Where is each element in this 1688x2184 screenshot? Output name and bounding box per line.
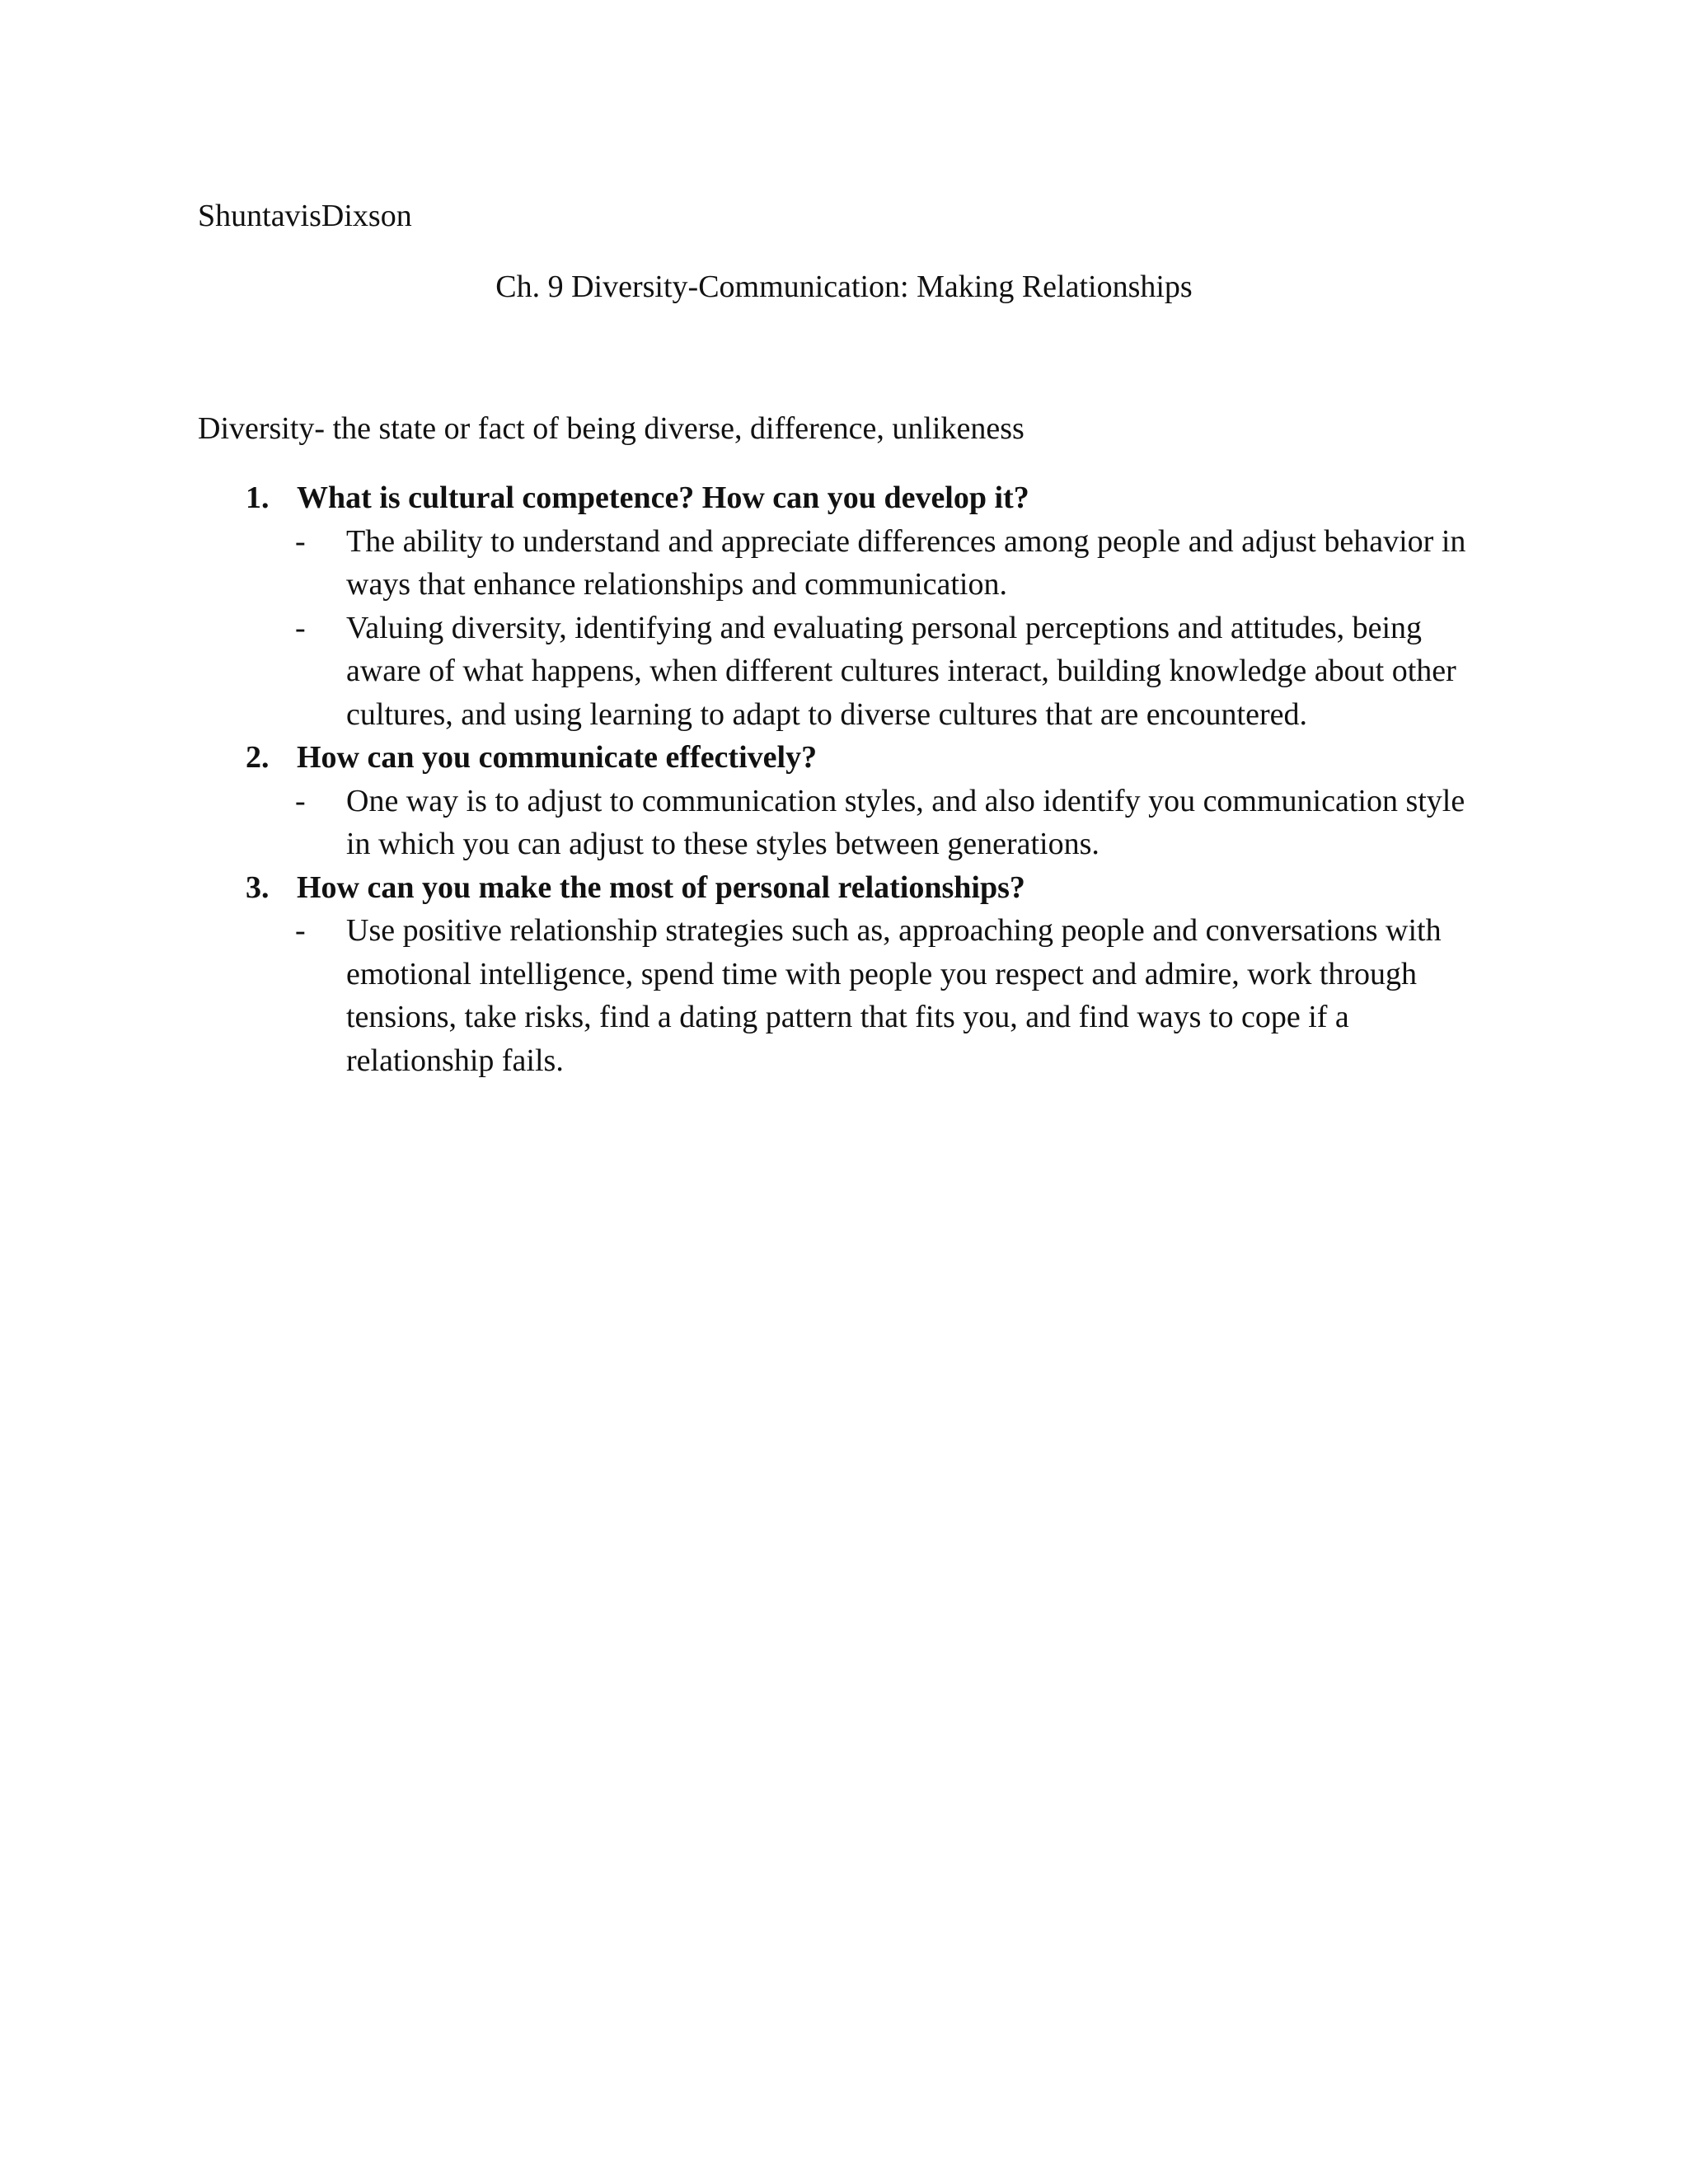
answer-list: [198, 909, 1484, 1082]
dash-bullet: -: [295, 913, 306, 948]
answer-text: Valuing diversity, identifying and evaluating personal perceptions and attitudes, being aware of what happens, when different cultures interact, building knowledge about other cultures, and using learning to adapt to diverse cultures that are encountered.: [346, 610, 1456, 732]
answer-item: [198, 520, 1484, 607]
answer-list: [198, 780, 1484, 866]
question-item-3: [198, 866, 1484, 1083]
question-number: 2.: [246, 740, 270, 775]
answer-item: [198, 780, 1484, 866]
question-number: 1.: [246, 480, 270, 515]
dash-bullet: -: [295, 610, 306, 645]
question-text: How can you communicate effectively?: [297, 740, 818, 775]
question-item-1: [198, 476, 1484, 736]
question-heading: [198, 476, 1484, 520]
question-heading: [198, 866, 1484, 910]
question-item-2: [198, 736, 1484, 866]
answer-text: One way is to adjust to communication styles, and also identify you communication style in which you can adjust to these styles between generations.: [346, 783, 1465, 861]
question-heading: [198, 736, 1484, 780]
dash-bullet: -: [295, 783, 306, 818]
question-number: 3.: [246, 869, 270, 905]
answer-item: [198, 607, 1484, 737]
diversity-definition: Diversity- the state or fact of being diverse, difference, unlikeness: [198, 411, 1025, 446]
answer-text: Use positive relationship strategies such as, approaching people and conversations with emotional intelligence, spend time with people you respect and admire, work through tensions, take risks, find a dating pattern that fits you, and find ways to cope if a relationship fails.: [346, 913, 1442, 1078]
question-list: [198, 476, 1484, 1082]
document-title: Ch. 9 Diversity-Communication: Making Relationships: [495, 269, 1193, 304]
answer-list: [198, 520, 1484, 737]
answer-item: [198, 909, 1484, 1082]
question-text: What is cultural competence? How can you develop it?: [297, 480, 1029, 515]
answer-text: The ability to understand and appreciate differences among people and adjust behavior in ways that enhance relationships and communication.: [346, 523, 1466, 602]
question-text: How can you make the most of personal relationships?: [297, 869, 1025, 905]
author-name: ShuntavisDixson: [198, 199, 412, 233]
dash-bullet: -: [295, 523, 306, 559]
